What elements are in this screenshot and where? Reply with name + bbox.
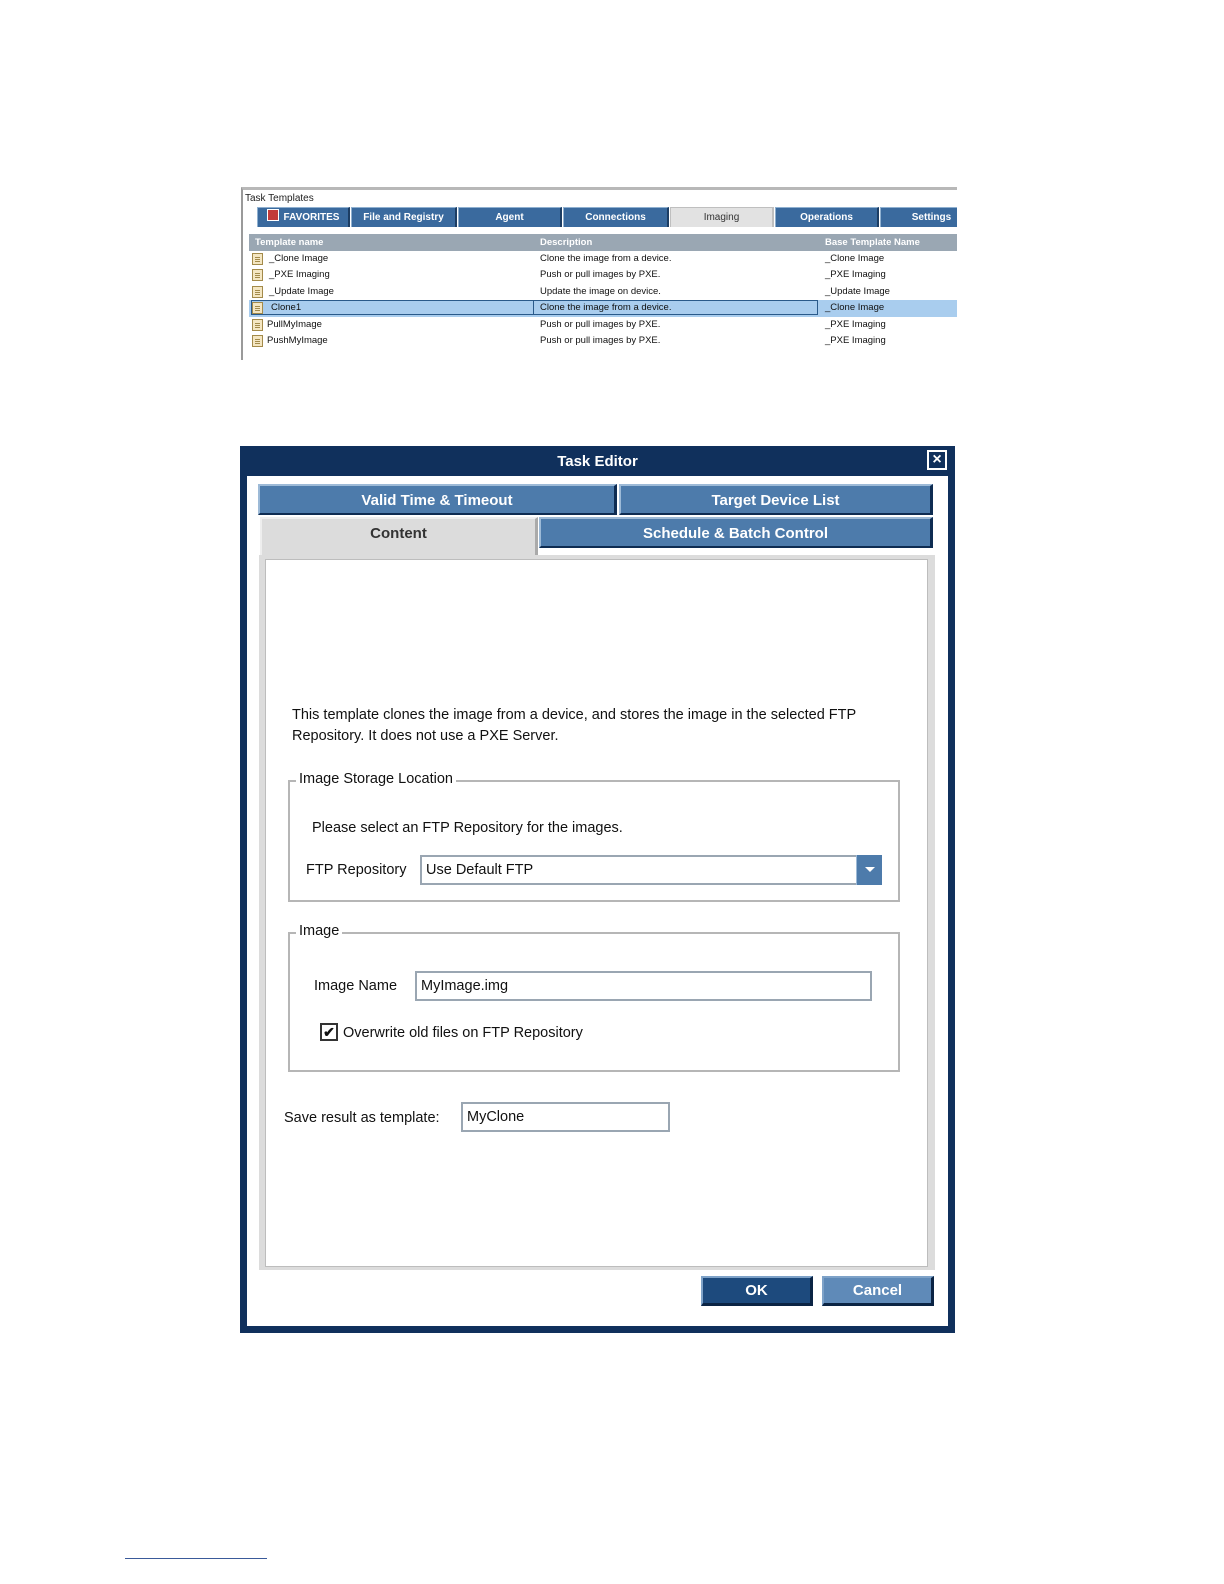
task-templates-title: Task Templates xyxy=(245,193,314,204)
task-templates-panel xyxy=(241,187,957,360)
tab-favorites[interactable]: FAVORITES xyxy=(257,207,350,227)
tab-imaging[interactable]: Imaging xyxy=(670,207,774,227)
template-description: This template clones the image from a device, and stores the image in the selected FTP Repository. It does not use a PXE Server. xyxy=(292,707,856,744)
template-file-icon xyxy=(252,269,263,281)
template-file-icon xyxy=(252,319,263,331)
footnote-separator xyxy=(125,1558,267,1559)
image-storage-legend: Image Storage Location xyxy=(296,771,456,787)
storage-instruction: Please select an FTP Repository for the images. xyxy=(312,820,623,836)
column-base-template-name[interactable]: Base Template Name xyxy=(825,237,920,248)
template-file-icon xyxy=(252,253,263,265)
overwrite-label: Overwrite old files on FTP Repository xyxy=(343,1025,583,1041)
table-row[interactable]: _Clone Image Clone the image from a device. _Clone Image xyxy=(249,251,957,267)
ftp-repository-label: FTP Repository xyxy=(306,862,407,878)
ftp-repository-select[interactable]: Use Default FTP xyxy=(420,855,882,885)
table-row[interactable]: PushMyImage Push or pull images by PXE. _PXE Imaging xyxy=(249,333,957,349)
image-name-input[interactable]: MyImage.img xyxy=(415,971,872,1001)
image-group xyxy=(288,923,900,1072)
table-row[interactable]: PullMyImage Push or pull images by PXE. _PXE Imaging xyxy=(249,317,957,333)
content-inner xyxy=(265,559,928,1267)
tab-content[interactable]: Content xyxy=(260,517,538,557)
image-storage-group xyxy=(288,771,900,902)
templates-table xyxy=(249,234,957,349)
chevron-down-icon[interactable] xyxy=(856,855,882,885)
tab-operations[interactable]: Operations xyxy=(775,207,879,227)
tab-settings[interactable]: Settings xyxy=(880,207,957,227)
close-icon[interactable]: × xyxy=(927,450,947,470)
column-template-name[interactable]: Template name xyxy=(255,237,324,248)
favorites-icon xyxy=(267,209,279,221)
template-file-icon xyxy=(252,335,263,347)
tab-connections[interactable]: Connections xyxy=(563,207,669,227)
ok-button[interactable]: OK xyxy=(701,1276,813,1306)
image-legend: Image xyxy=(296,923,342,939)
column-description[interactable]: Description xyxy=(540,237,593,248)
image-name-label: Image Name xyxy=(314,978,398,994)
save-template-label: Save result as template: xyxy=(284,1110,440,1126)
task-editor-dialog xyxy=(240,446,955,1333)
template-file-icon xyxy=(252,286,263,298)
task-templates-tabs xyxy=(257,207,957,227)
table-row-selected[interactable]: Clone1 Clone the image from a device. _Clone Image xyxy=(249,300,957,316)
tab-valid-time-timeout[interactable]: Valid Time & Timeout xyxy=(258,484,617,515)
dialog-title: Task Editor xyxy=(557,453,638,470)
tab-schedule-batch-control[interactable]: Schedule & Batch Control xyxy=(539,517,933,548)
tab-agent[interactable]: Agent xyxy=(458,207,562,227)
tab-target-device-list[interactable]: Target Device List xyxy=(619,484,933,515)
table-row[interactable]: _PXE Imaging Push or pull images by PXE. _PXE Imaging xyxy=(249,267,957,283)
overwrite-checkbox[interactable]: ✔ xyxy=(320,1023,338,1041)
table-row[interactable]: _Update Image Update the image on device. _Update Image xyxy=(249,284,957,300)
dialog-body xyxy=(247,476,948,1326)
tab-file-and-registry[interactable]: File and Registry xyxy=(351,207,457,227)
save-template-input[interactable]: MyClone xyxy=(461,1102,670,1132)
cancel-button[interactable]: Cancel xyxy=(822,1276,934,1306)
template-file-icon xyxy=(252,302,263,314)
content-panel xyxy=(259,555,935,1270)
table-header xyxy=(249,234,957,251)
